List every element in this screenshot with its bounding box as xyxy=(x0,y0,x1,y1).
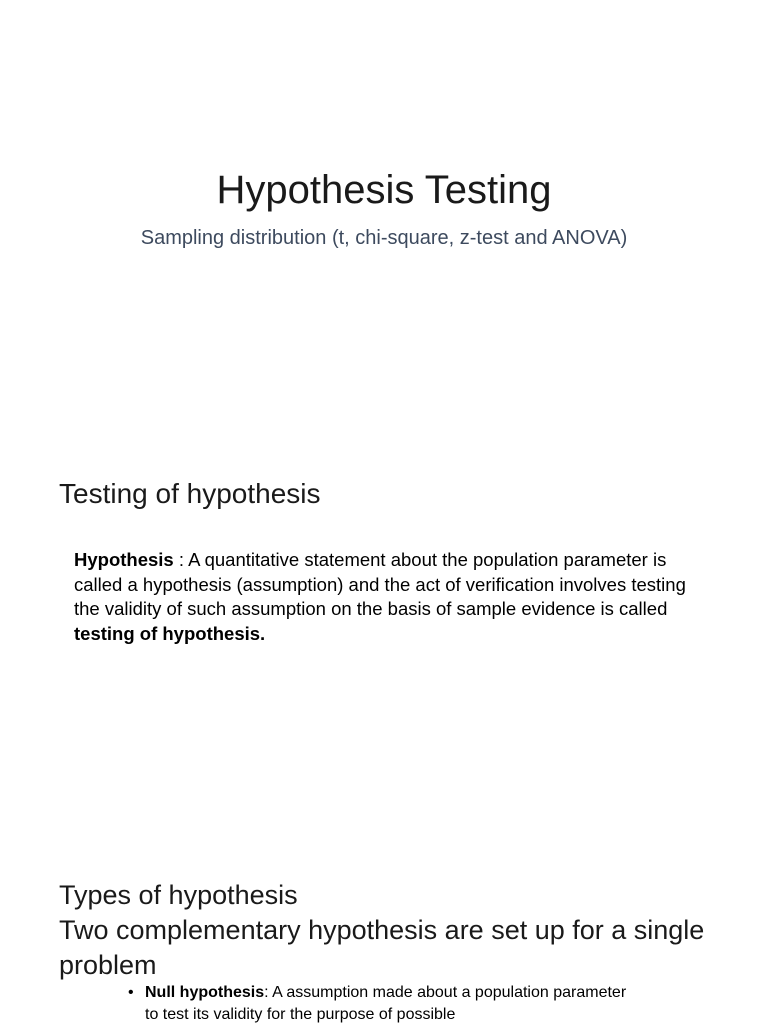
slide-subtitle: Sampling distribution (t, chi-square, z-test and ANOVA) xyxy=(140,227,628,249)
hypothesis-term: Hypothesis xyxy=(74,549,174,570)
heading-line-2: Two complementary hypothesis are set up for a single problem xyxy=(59,915,705,980)
slide-title: Hypothesis Testing xyxy=(216,168,552,212)
list-item xyxy=(128,982,628,1024)
testing-of-hypothesis-slide xyxy=(0,440,768,700)
title-slide xyxy=(0,0,768,330)
null-hypothesis-term: Null hypothesis xyxy=(145,984,265,1001)
null-hypothesis-text: : A assumption made about a population parameter to test its validity for the purpose of possible xyxy=(145,984,627,1023)
hypothesis-definition-text: : A quantitative statement about the population parameter is called a hypothesis (assumption) and the act of verification involves testing the validity of such assumption on the basis of sample evidence is called xyxy=(74,549,686,619)
slide-heading xyxy=(59,878,739,983)
types-of-hypothesis-slide xyxy=(0,860,768,1024)
hypothesis-types-list xyxy=(128,982,628,1024)
heading-line-1: Types of hypothesis xyxy=(59,880,298,910)
testing-of-hypothesis-term: testing of hypothesis xyxy=(74,622,261,644)
hypothesis-definition xyxy=(74,548,694,646)
definition-period: . xyxy=(260,622,266,644)
bullet-icon: • xyxy=(128,984,134,1001)
slide-heading: Testing of hypothesis xyxy=(59,478,321,509)
